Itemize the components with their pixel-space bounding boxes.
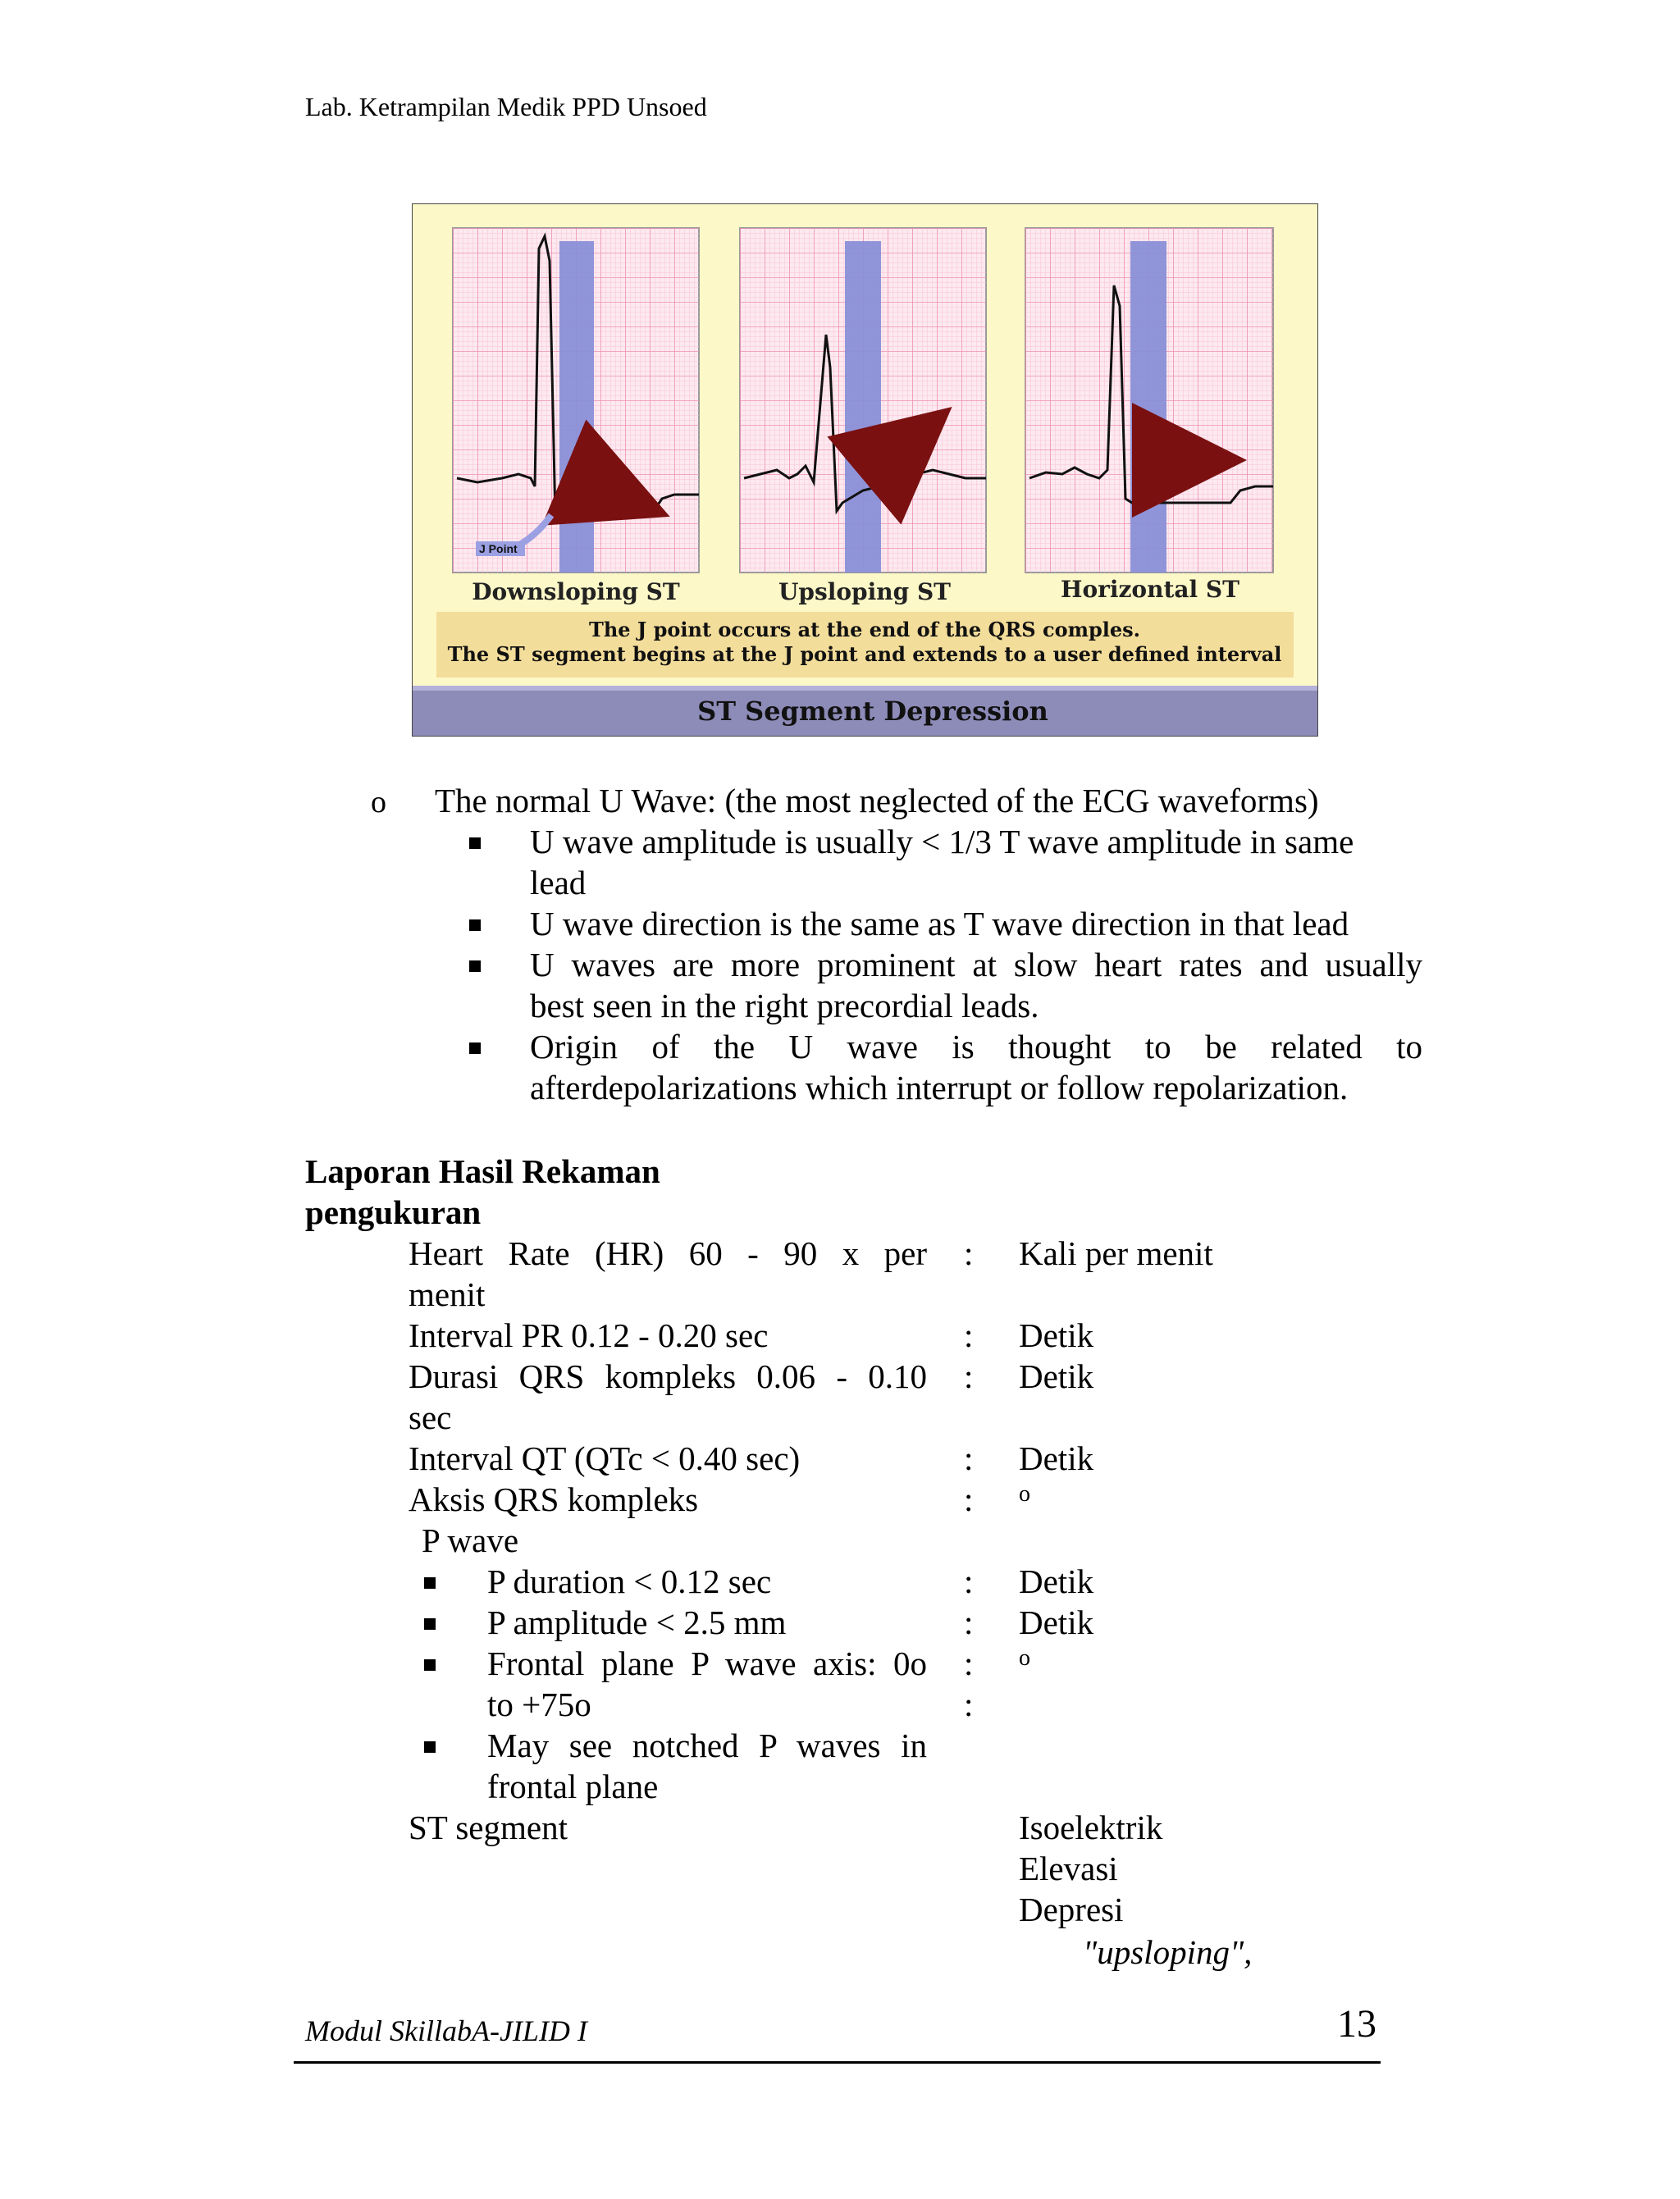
pr-label: Interval PR 0.12 - 0.20 sec <box>409 1316 769 1354</box>
square-bullet <box>424 1659 436 1671</box>
colon: : <box>964 1316 974 1354</box>
colon: : <box>964 1563 974 1600</box>
uwave-item-3-line-2: best seen in the right precordial leads. <box>530 987 1039 1024</box>
st-band <box>845 241 881 573</box>
square-bullet <box>469 960 481 972</box>
uwave-intro: The normal U Wave: (the most neglected of the ECG waveforms) <box>435 782 1319 819</box>
st-label: ST segment <box>409 1809 568 1846</box>
square-bullet <box>469 1042 481 1054</box>
axis-value: o <box>1019 1481 1030 1507</box>
qrs-label-line-1: Durasi QRS kompleks 0.06 - 0.10 <box>409 1357 927 1395</box>
hr-value: Kali per menit <box>1019 1234 1213 1272</box>
square-bullet <box>424 1618 436 1630</box>
caption-line-1: The J point occurs at the end of the QRS comples. <box>588 618 1141 641</box>
st-segment-figure <box>412 203 1318 737</box>
colon: : <box>964 1480 974 1518</box>
pamplitude-label: P amplitude < 2.5 mm <box>487 1604 787 1641</box>
panel-horizontal <box>1025 228 1273 573</box>
qrs-label-line-2: sec <box>409 1398 452 1436</box>
notch-label-line-1: May see notched P waves in <box>487 1727 927 1764</box>
qt-label: Interval QT (QTc < 0.40 sec) <box>409 1439 801 1477</box>
report-heading-line-2: pengukuran <box>305 1193 482 1231</box>
hr-label-line-2: menit <box>409 1275 486 1313</box>
pwave-label: P wave <box>422 1522 519 1559</box>
pduration-value: Detik <box>1019 1563 1094 1600</box>
paxis-label-line-2: to +75o <box>487 1686 591 1723</box>
colon: : <box>964 1234 974 1272</box>
colon: : <box>964 1604 974 1641</box>
uwave-item-2-line-1: U wave direction is the same as T wave direction in that lead <box>530 905 1349 942</box>
figure-title: ST Segment Depression <box>697 696 1048 727</box>
square-bullet <box>424 1577 436 1589</box>
square-bullet <box>469 919 481 931</box>
colon: : <box>964 1686 974 1723</box>
uwave-item-1-line-2: lead <box>530 864 587 901</box>
panel-label-upsloping: Upsloping ST <box>778 578 952 605</box>
panel-upsloping <box>740 228 986 573</box>
st-value-elevasi: Elevasi <box>1019 1850 1118 1887</box>
colon: : <box>964 1645 974 1682</box>
footer-divider <box>294 2061 1381 2064</box>
square-bullet <box>424 1741 436 1753</box>
square-bullet <box>469 837 481 849</box>
jpoint-label: J Point <box>479 542 518 555</box>
page-header: Lab. Ketrampilan Medik PPD Unsoed <box>305 92 707 121</box>
uwave-item-1-line-1: U wave amplitude is usually < 1/3 T wave amplitude in same <box>530 823 1354 860</box>
st-value-depresi: Depresi <box>1019 1891 1124 1928</box>
footer-module-title: Modul SkillabA-JILID I <box>305 2014 587 2047</box>
caption-line-2: The ST segment begins at the J point and extends to a user defined interval <box>447 642 1282 666</box>
colon: : <box>964 1439 974 1477</box>
report-heading-line-1: Laporan Hasil Rekaman <box>305 1152 660 1190</box>
qrs-value: Detik <box>1019 1357 1094 1395</box>
pr-value: Detik <box>1019 1316 1094 1354</box>
st-band <box>559 241 594 573</box>
circle-bullet: o <box>371 785 386 819</box>
uwave-item-3-line-1: U waves are more prominent at slow heart rates and usually <box>530 946 1422 983</box>
paxis-value: o <box>1019 1645 1030 1671</box>
colon: : <box>964 1357 974 1395</box>
uwave-item-4-line-2: afterdepolarizations which interrupt or follow repolarization. <box>530 1069 1349 1106</box>
pduration-label: P duration < 0.12 sec <box>487 1563 772 1600</box>
panel-downsloping <box>453 228 699 573</box>
page-number: 13 <box>1337 2002 1376 2046</box>
qt-value: Detik <box>1019 1439 1094 1477</box>
uwave-item-4-line-1: Origin of the U wave is thought to be related to <box>530 1028 1422 1065</box>
paxis-label-line-1: Frontal plane P wave axis: 0o <box>487 1645 927 1682</box>
st-value-isoelektrik: Isoelektrik <box>1019 1809 1163 1846</box>
notch-label-line-2: frontal plane <box>487 1768 659 1805</box>
pamplitude-value: Detik <box>1019 1604 1094 1641</box>
st-value-upsloping: "upsloping", <box>1083 1933 1253 1971</box>
panel-label-downsloping: Downsloping ST <box>472 578 680 605</box>
st-band <box>1130 241 1166 573</box>
hr-label-line-1: Heart Rate (HR) 60 - 90 x per <box>409 1234 927 1272</box>
axis-label: Aksis QRS kompleks <box>409 1480 699 1518</box>
panel-label-horizontal: Horizontal ST <box>1061 576 1239 603</box>
